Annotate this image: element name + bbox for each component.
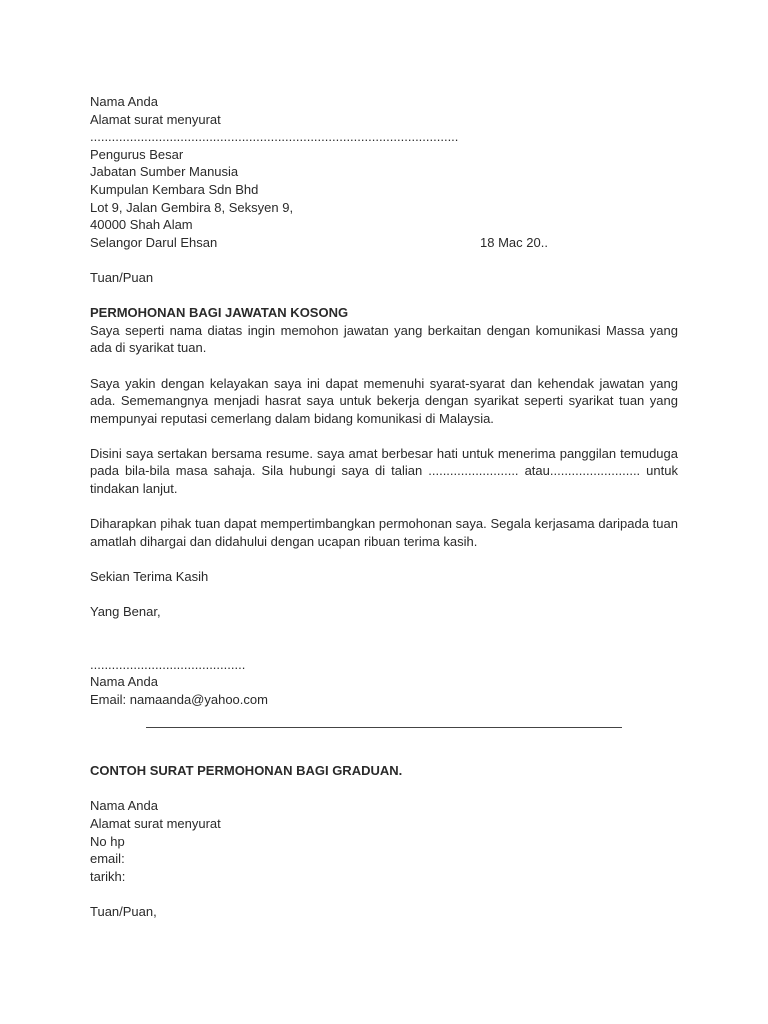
section-heading: CONTOH SURAT PERMOHONAN BAGI GRADUAN.	[90, 763, 403, 779]
address-dotted-line: ......................................................................................................	[90, 129, 459, 145]
body-paragraph: Disini saya sertakan bersama resume. saya amat berbesar hati untuk menerima panggilan temuduga pada bila-bila masa sahaja. Sila hubungi saya di talian ......................... atau......................... untuk tindakan lanjut.	[90, 445, 678, 497]
letter-date: 18 Mac 20..	[480, 234, 548, 250]
recipient-line: Jabatan Sumber Manusia	[90, 164, 239, 180]
graduate-letter-line: email:	[90, 851, 125, 867]
recipient-line: Lot 9, Jalan Gembira 8, Seksyen 9,	[90, 199, 294, 215]
sender-address: Alamat surat menyurat	[90, 111, 221, 127]
signer-email: Email: namaanda@yahoo.com	[90, 692, 268, 707]
letter-document	[90, 93, 678, 921]
recipient-line: 40000 Shah Alam	[90, 217, 193, 233]
sender-name: Nama Anda	[90, 94, 158, 109]
section-divider	[146, 727, 622, 745]
graduate-letter-line: tarikh:	[90, 868, 126, 884]
graduate-letter-line: Nama Anda	[90, 798, 158, 814]
salutation: Tuan/Puan	[90, 269, 154, 285]
graduate-letter-line: Alamat surat menyurat	[90, 815, 221, 831]
signer-name: Nama Anda	[90, 674, 158, 690]
sign-off: Yang Benar,	[90, 604, 161, 620]
recipient-line: Pengurus Besar	[90, 146, 184, 162]
closing-remark: Sekian Terima Kasih	[90, 569, 209, 585]
recipient-state: Selangor Darul Ehsan	[90, 234, 218, 250]
recipient-line: Kumpulan Kembara Sdn Bhd	[90, 181, 259, 197]
body-paragraph: Diharapkan pihak tuan dapat mempertimbangkan permohonan saya. Segala kerjasama daripada tuan amatlah dihargai dan didahului dengan ucapan ribuan terima kasih.	[90, 516, 678, 549]
signature-dotted-line: ...........................................	[90, 656, 246, 672]
graduate-salutation: Tuan/Puan,	[90, 903, 157, 919]
recipient-state-date-row	[90, 234, 678, 252]
body-paragraph: Saya seperti nama diatas ingin memohon jawatan yang berkaitan dengan komunikasi Massa yang ada di syarikat tuan.	[90, 322, 678, 356]
graduate-letter-line: No hp	[90, 833, 125, 849]
letter-subject: PERMOHONAN BAGI JAWATAN KOSONG	[90, 305, 349, 321]
body-paragraph: Saya yakin dengan kelayakan saya ini dapat memenuhi syarat-syarat dan kehendak jawatan yang ada. Sememangnya menjadi hasrat saya untuk bekerja dengan syarikat seperti syarikat tuan yang mempunyai reputasi cemerlang dalam bidang komunikasi di Malaysia.	[90, 375, 678, 426]
